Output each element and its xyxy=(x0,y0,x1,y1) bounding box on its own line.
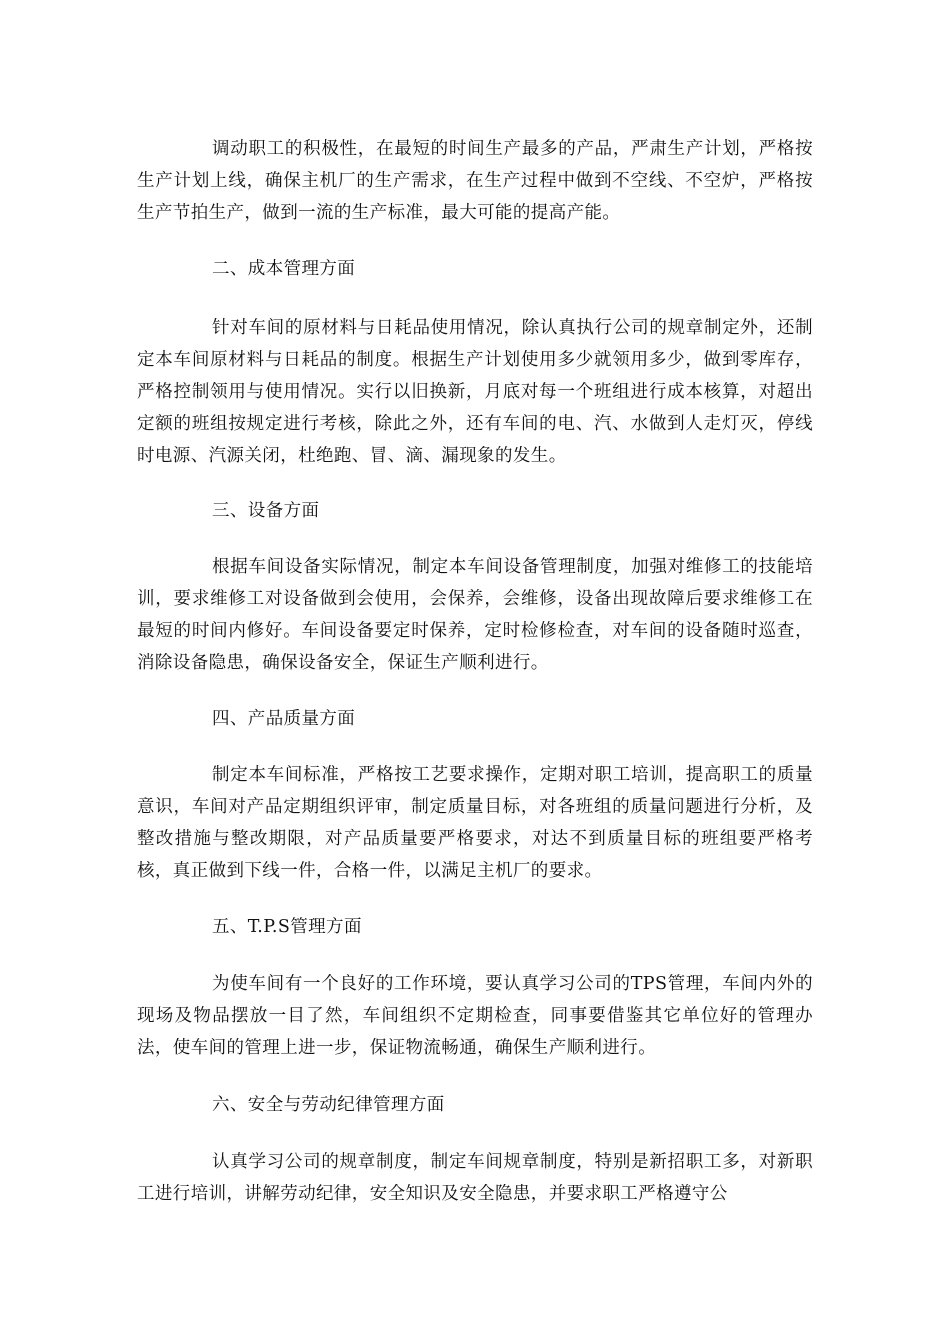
paragraph-equipment: 根据车间设备实际情况，制定本车间设备管理制度，加强对维修工的技能培训，要求维修工对设备做到会使用，会保养，会维修，设备出现故障后要求维修工在最短的时间内修好。车间设备要定时保养，定时检修检查，对车间的设备随时巡查，消除设备隐患，确保设备安全，保证生产顺利进行。 xyxy=(137,557,813,673)
paragraph-cost-management: 针对车间的原材料与日耗品使用情况，除认真执行公司的规章制定外，还制定本车间原材料与日耗品的制度。根据生产计划使用多少就领用多少，做到零库存，严格控制领用与使用情况。实行以旧换新，月底对每一个班组进行成本核算，对超出定额的班组按规定进行考核，除此之外，还有车间的电、汽、水做到人走灯灭，停线时电源、汽源关闭，杜绝跑、冒、滴、漏现象的发生。 xyxy=(137,318,813,466)
paragraph-product-quality: 制定本车间标准，严格按工艺要求操作，定期对职工培训，提高职工的质量意识，车间对产品定期组织评审，制定质量目标，对各班组的质量问题进行分析，及整改措施与整改期限，对产品质量要严格要求，对达不到质量目标的班组要严格考核，真正做到下线一件，合格一件，以满足主机厂的要求。 xyxy=(137,765,813,881)
heading-cost-management: 二、成本管理方面 xyxy=(212,259,356,279)
heading-product-quality: 四、产品质量方面 xyxy=(212,709,356,729)
heading-safety-discipline: 六、安全与劳动纪律管理方面 xyxy=(212,1095,445,1115)
paragraph-tps-management: 为使车间有一个良好的工作环境，要认真学习公司的TPS管理，车间内外的现场及物品摆放一目了然，车间组织不定期检查，同事要借鉴其它单位好的管理办法，使车间的管理上进一步，保证物流畅通，确保生产顺利进行。 xyxy=(137,974,813,1058)
heading-equipment: 三、设备方面 xyxy=(212,501,320,521)
heading-tps-management: 五、T.P.S管理方面 xyxy=(212,917,362,937)
paragraph-safety-discipline: 认真学习公司的规章制度，制定车间规章制度，特别是新招职工多，对新职工进行培训，讲解劳动纪律，安全知识及安全隐患，并要求职工严格遵守公 xyxy=(137,1152,813,1204)
paragraph-production: 调动职工的积极性，在最短的时间生产最多的产品，严肃生产计划，严格按生产计划上线，确保主机厂的生产需求，在生产过程中做到不空线、不空炉，严格按生产节拍生产，做到一流的生产标准，最大可能的提高产能。 xyxy=(137,139,813,223)
